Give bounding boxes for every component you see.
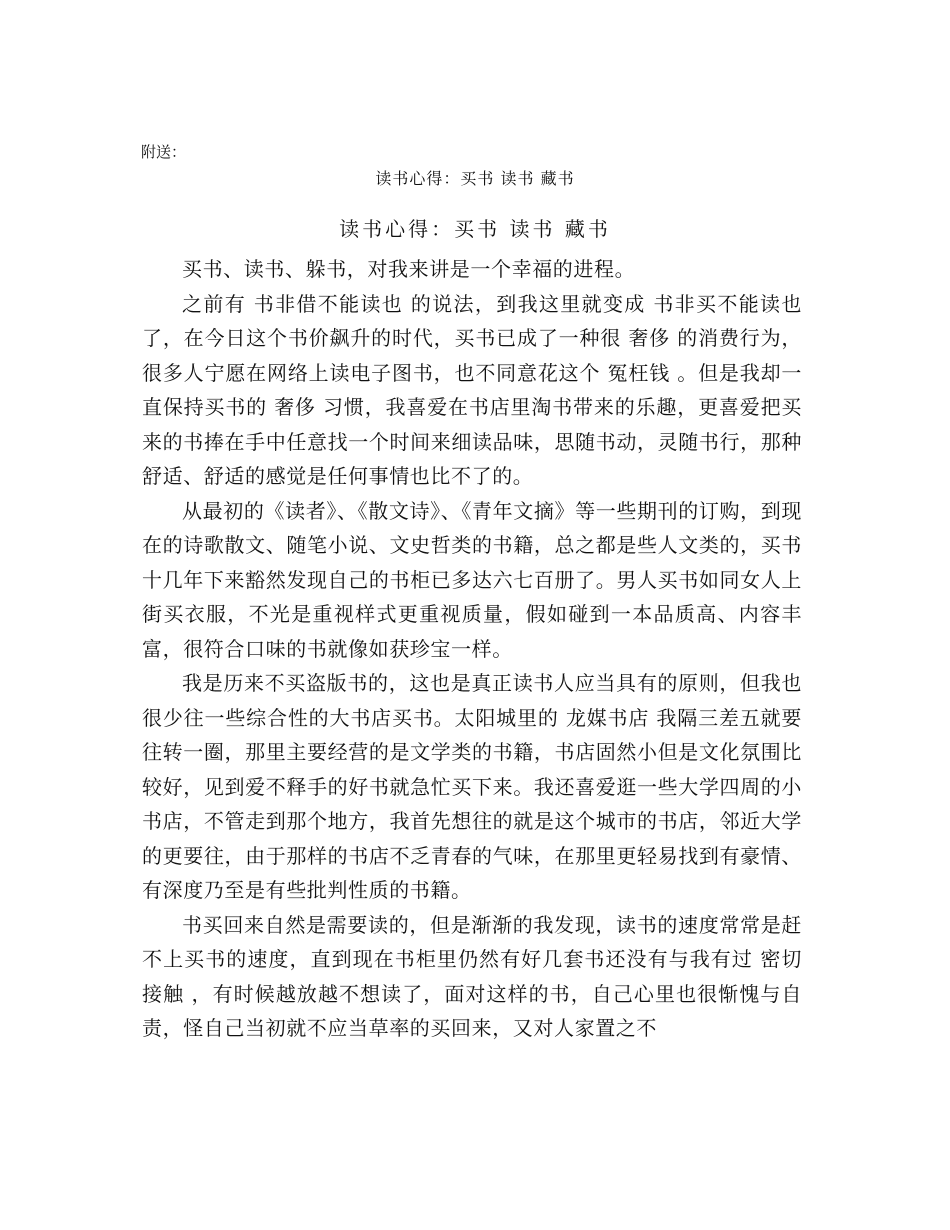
article-title: 读书心得：买书 读书 藏书 (339, 217, 611, 241)
paragraph: 我是历来不买盗版书的，这也是真正读书人应当具有的原则，但我也很少往一些综合性的大书店买书。太阳城里的 龙媒书店 我隔三差五就要往转一圈，那里主要经营的是文学类的书籍，书店固然小但是文化氛围比较好，见到爱不释手的好书就急忙买下来。我还喜爱逛一些大学四周的小书店，不管走到那个地方，我首先想往的就是这个城市的书店，邻近大学的更要往，由于那样的书店不乏青春的气味，在那里更轻易找到有豪情、有深度乃至是有些批判性质的书籍。 (142, 671, 802, 902)
paragraph: 之前有 书非借不能读也 的说法，到我这里就变成 书非买不能读也 了，在今日这个书价飙升的时代，买书已成了一种很 奢侈 的消费行为，很多人宁愿在网络上读电子图书，也不同意花这个 冤枉钱 。但是我却一直保持买书的 奢侈 习惯，我喜爱在书店里淘书带来的乐趣，更喜爱把买来的书捧在手中任意找一个时间来细读品味，思随书动，灵随书行，那种舒适、舒适的感觉是任何事情也比不了的。 (142, 291, 802, 488)
paragraph: 书买回来自然是需要读的，但是渐渐的我发现，读书的速度常常是赶不上买书的速度，直到现在书柜里仍然有好几套书还没有与我有过 密切接触 ，有时候越放越不想读了，面对这样的书，自己心里也很惭愧与自责，怪自己当初就不应当草率的买回来，又对人家置之不 (142, 912, 802, 1040)
attachment-label: 附送： (141, 143, 187, 161)
document-subtitle: 读书心得：买书 读书 藏书 (375, 169, 575, 188)
paragraph: 从最初的《读者》、《散文诗》、《青年文摘》等一些期刊的订购，到现在的诗歌散文、随笔小说、文史哲类的书籍，总之都是些人文类的，买书十几年下来豁然发现自己的书柜已多达六七百册了。男人买书如同女人上街买衣服，不光是重视样式更重视质量，假如碰到一本品质高、内容丰富，很符合口味的书就像如获珍宝一样。 (142, 498, 802, 661)
article-body (142, 252, 802, 1046)
paragraph: 买书、读书、躲书，对我来讲是一个幸福的进程。 (182, 257, 636, 281)
